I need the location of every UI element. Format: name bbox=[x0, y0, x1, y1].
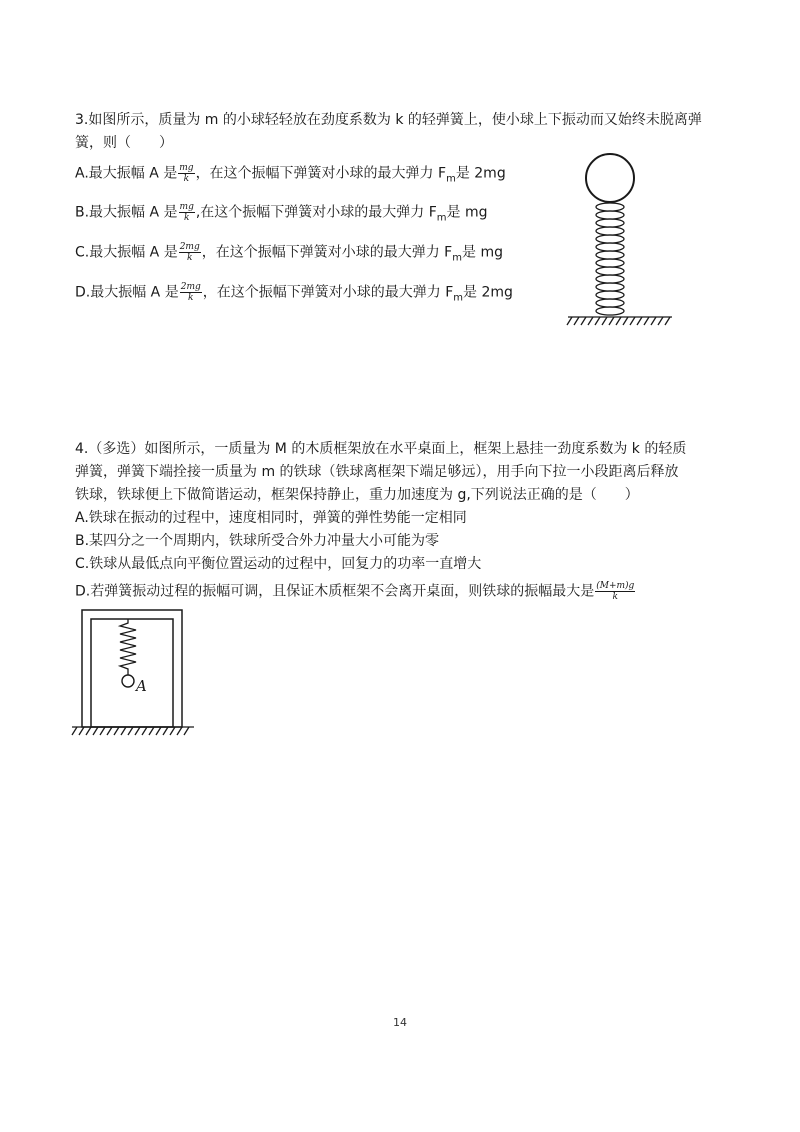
q4-stem-line1: 4.（多选）如图所示，一质量为 M 的木质框架放在水平桌面上，框架上悬挂一劲度系数为 k 的轻质 bbox=[75, 441, 687, 457]
fraction: $\frac{mg}{k}$ bbox=[179, 163, 194, 184]
q3-option-d: D.最大振幅 A 是 $\frac{2mg}{k}$ ，在这个振幅下弹簧对小球的最大弹力 $F_m$是 2mg bbox=[75, 282, 513, 304]
spring-icon bbox=[596, 203, 624, 315]
ground-icon bbox=[567, 317, 672, 325]
spring-icon bbox=[120, 619, 136, 675]
ball-label: A bbox=[136, 677, 147, 695]
q3-option-b: B.最大振幅 A 是 $\frac{mg}{k}$ ,在这个振幅下弹簧对小球的最大弹力 $F_m$是 mg bbox=[75, 202, 488, 224]
q4-option-d: D.若弹簧振动过程的振幅可调，且保证木质框架不会离开桌面，则铁球的振幅最大是 $\frac{(M+m)g}{k}$ bbox=[75, 581, 635, 602]
q3-spring-ball-figure bbox=[560, 145, 680, 335]
q4-option-b: B.某四分之一个周期内，铁球所受合外力冲量大小可能为零 bbox=[75, 533, 440, 549]
ball-icon bbox=[586, 154, 634, 202]
q4-option-c: C.铁球从最低点向平衡位置运动的过程中，回复力的功率一直增大 bbox=[75, 556, 482, 572]
fraction: $\frac{2mg}{k}$ bbox=[179, 242, 200, 263]
q3-stem-line2: 簧，则（ ） bbox=[75, 135, 173, 151]
q4-frame-spring-figure bbox=[70, 605, 200, 745]
iron-ball-icon bbox=[122, 675, 134, 687]
q4-stem-line2: 弹簧，弹簧下端拴接一质量为 m 的铁球（铁球离框架下端足够远），用手向下拉一小段距离后释放 bbox=[75, 464, 679, 480]
page-number: 14 bbox=[393, 1016, 407, 1029]
q4-stem-line3: 铁球，铁球便上下做简谐运动，框架保持静止，重力加速度为 g,下列说法正确的是（ ） bbox=[75, 487, 639, 503]
q4-option-a: A.铁球在振动的过程中，速度相同时，弹簧的弹性势能一定相同 bbox=[75, 510, 467, 526]
q3-option-c: C.最大振幅 A 是 $\frac{2mg}{k}$ ，在这个振幅下弹簧对小球的最大弹力 $F_m$是 mg bbox=[75, 242, 503, 264]
wooden-frame-icon bbox=[82, 610, 182, 727]
q3-stem-line1: 3.如图所示，质量为 m 的小球轻轻放在劲度系数为 k 的轻弹簧上，使小球上下振动而又始终未脱离弹 bbox=[75, 112, 702, 128]
q3-option-a: A.最大振幅 A 是 $\frac{mg}{k}$ ，在这个振幅下弹簧对小球的最大弹力 $F_m$是 2mg bbox=[75, 163, 506, 185]
fraction: $\frac{(M+m)g}{k}$ bbox=[596, 581, 635, 602]
fraction: $\frac{mg}{k}$ bbox=[179, 202, 194, 223]
ground-icon bbox=[72, 727, 194, 735]
fraction: $\frac{2mg}{k}$ bbox=[180, 282, 201, 303]
